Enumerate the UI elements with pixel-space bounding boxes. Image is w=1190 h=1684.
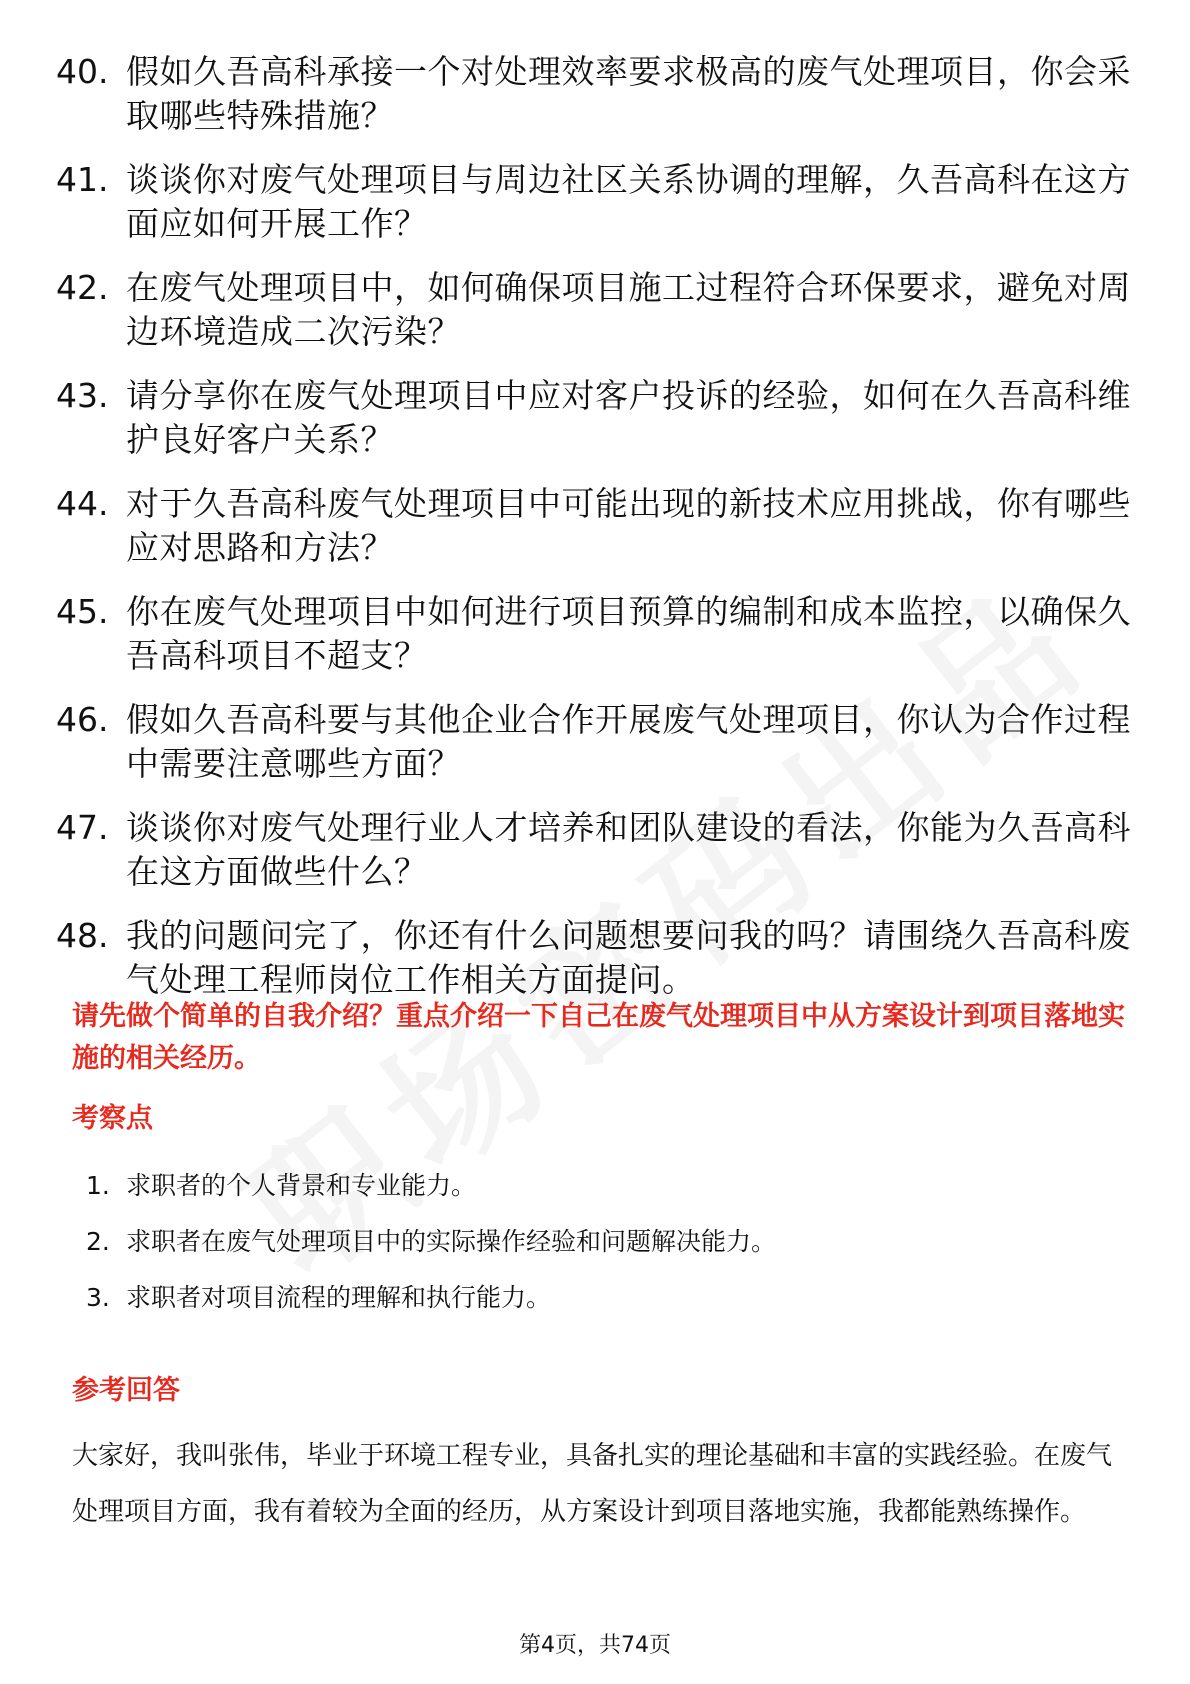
- question-text: 在废气处理项目中，如何确保项目施工过程符合环保要求，避免对周边环境造成二次污染？: [126, 268, 1131, 351]
- question-item: [56, 50, 1136, 138]
- question-item: [56, 374, 1136, 462]
- point-text: 求职者在废气处理项目中的实际操作经验和问题解决能力。: [126, 1227, 777, 1256]
- question-number: 47.: [56, 808, 109, 847]
- answer-heading: 参考回答: [72, 1375, 180, 1406]
- question-text: 假如久吾高科要与其他企业合作开展废气处理项目，你认为合作过程中需要注意哪些方面？: [126, 700, 1131, 783]
- point-item: [86, 1168, 1086, 1204]
- question-item: [56, 806, 1136, 894]
- question-text: 对于久吾高科废气处理项目中可能出现的新技术应用挑战，你有哪些应对思路和方法？: [126, 484, 1131, 567]
- question-text: 谈谈你对废气处理项目与周边社区关系协调的理解，久吾高科在这方面应如何开展工作？: [126, 160, 1131, 243]
- points-list: [86, 1168, 1086, 1336]
- featured-question: 请先做个简单的自我介绍？重点介绍一下自己在废气处理项目中从方案设计到项目落地实施的相关经历。: [72, 1001, 1125, 1074]
- points-heading: 考察点: [72, 1103, 153, 1134]
- question-list: [56, 50, 1136, 1022]
- question-number: 41.: [56, 160, 109, 199]
- question-text: 我的问题问完了，你还有什么问题想要问我的吗？请围绕久吾高科废气处理工程师岗位工作相关方面提问。: [126, 916, 1131, 999]
- question-item: [56, 590, 1136, 678]
- question-number: 44.: [56, 484, 109, 523]
- point-text: 求职者对项目流程的理解和执行能力。: [126, 1283, 552, 1312]
- question-number: 43.: [56, 376, 109, 415]
- question-item: [56, 266, 1136, 354]
- question-item: [56, 698, 1136, 786]
- question-text: 你在废气处理项目中如何进行项目预算的编制和成本监控，以确保久吾高科项目不超支？: [126, 592, 1131, 675]
- question-text: 假如久吾高科承接一个对处理效率要求极高的废气处理项目，你会采取哪些特殊措施？: [126, 52, 1131, 135]
- question-item: [56, 482, 1136, 570]
- answer-paragraph: 大家好，我叫张伟，毕业于环境工程专业，具备扎实的理论基础和丰富的实践经验。在废气处理项目方面，我有着较为全面的经历，从方案设计到项目落地实施，我都能熟练操作。: [72, 1441, 1113, 1527]
- question-number: 48.: [56, 916, 109, 955]
- point-number: 1.: [86, 1171, 110, 1200]
- question-item: [56, 158, 1136, 246]
- question-text: 请分享你在废气处理项目中应对客户投诉的经验，如何在久吾高科维护良好客户关系？: [126, 376, 1131, 459]
- question-number: 40.: [56, 52, 109, 91]
- question-number: 42.: [56, 268, 109, 307]
- question-item: [56, 914, 1136, 1002]
- point-number: 2.: [86, 1227, 110, 1256]
- question-number: 45.: [56, 592, 109, 631]
- question-text: 谈谈你对废气处理行业人才培养和团队建设的看法，你能为久吾高科在这方面做些什么？: [126, 808, 1131, 891]
- point-item: [86, 1280, 1086, 1316]
- point-text: 求职者的个人背景和专业能力。: [126, 1171, 477, 1200]
- page-footer: 第4页，共74页: [519, 1633, 671, 1658]
- question-number: 46.: [56, 700, 109, 739]
- point-number: 3.: [86, 1283, 110, 1312]
- point-item: [86, 1224, 1086, 1260]
